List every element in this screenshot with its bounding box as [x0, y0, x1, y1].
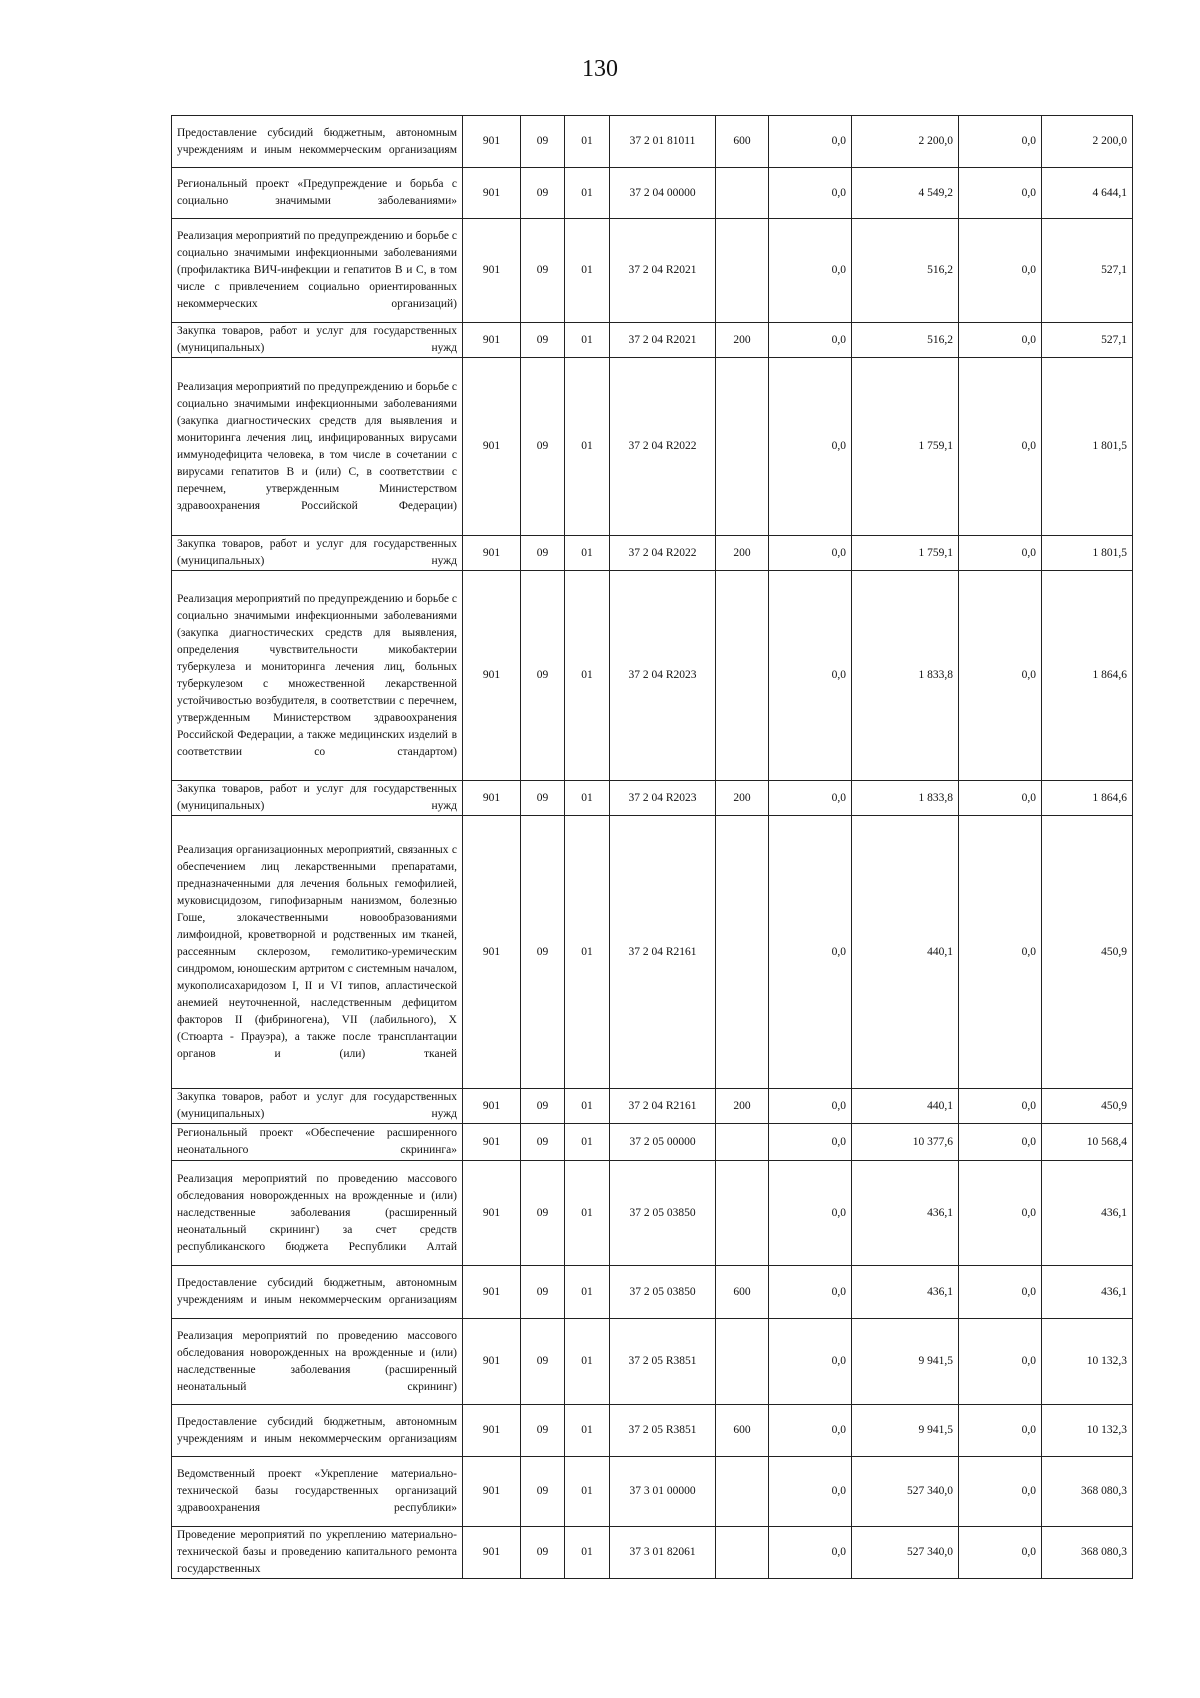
- cell-csr: 37 2 04 R2021: [610, 323, 716, 358]
- cell-csr: 37 2 05 00000: [610, 1124, 716, 1161]
- budget-table: [171, 115, 1133, 1579]
- cell-rz: 09: [521, 781, 565, 816]
- cell-value-4: 450,9: [1042, 1089, 1133, 1124]
- cell-value-4: 1 801,5: [1042, 358, 1133, 536]
- cell-ved: 901: [463, 571, 521, 781]
- cell-value-3: 0,0: [959, 1527, 1042, 1579]
- cell-csr: 37 2 01 81011: [610, 116, 716, 168]
- cell-pr: 01: [565, 219, 610, 323]
- cell-rz: 09: [521, 219, 565, 323]
- cell-name: Проведение мероприятий по укреплению материально-технической базы и проведению капитального ремонта государственных: [172, 1527, 463, 1579]
- cell-ved: 901: [463, 1266, 521, 1319]
- cell-csr: 37 2 05 03850: [610, 1266, 716, 1319]
- cell-ved: 901: [463, 323, 521, 358]
- table-row: [172, 1089, 1133, 1124]
- cell-vr: 200: [716, 536, 769, 571]
- table-row: [172, 1319, 1133, 1405]
- cell-value-1: 0,0: [769, 168, 852, 219]
- table-row: [172, 168, 1133, 219]
- cell-ved: 901: [463, 1089, 521, 1124]
- cell-csr: 37 2 04 R2022: [610, 358, 716, 536]
- cell-name: Закупка товаров, работ и услуг для государственных (муниципальных) нужд: [172, 323, 463, 358]
- cell-vr: 600: [716, 116, 769, 168]
- cell-pr: 01: [565, 571, 610, 781]
- cell-vr: 600: [716, 1405, 769, 1457]
- cell-pr: 01: [565, 1405, 610, 1457]
- cell-csr: 37 2 04 00000: [610, 168, 716, 219]
- cell-rz: 09: [521, 571, 565, 781]
- cell-value-4: 527,1: [1042, 323, 1133, 358]
- cell-vr: 200: [716, 323, 769, 358]
- page-number: 130: [582, 56, 618, 82]
- cell-value-4: 368 080,3: [1042, 1457, 1133, 1527]
- table-row: [172, 323, 1133, 358]
- cell-name: Предоставление субсидий бюджетным, автономным учреждениям и иным некоммерческим организациям: [172, 1405, 463, 1457]
- cell-value-2: 516,2: [852, 323, 959, 358]
- cell-value-3: 0,0: [959, 168, 1042, 219]
- cell-rz: 09: [521, 1457, 565, 1527]
- cell-rz: 09: [521, 1124, 565, 1161]
- cell-value-1: 0,0: [769, 536, 852, 571]
- cell-value-1: 0,0: [769, 358, 852, 536]
- cell-value-1: 0,0: [769, 816, 852, 1089]
- cell-value-2: 9 941,5: [852, 1319, 959, 1405]
- cell-rz: 09: [521, 1161, 565, 1266]
- cell-csr: 37 2 04 R2023: [610, 571, 716, 781]
- cell-value-2: 1 759,1: [852, 536, 959, 571]
- cell-value-2: 440,1: [852, 1089, 959, 1124]
- table-row: [172, 1457, 1133, 1527]
- cell-value-3: 0,0: [959, 1089, 1042, 1124]
- cell-pr: 01: [565, 1527, 610, 1579]
- cell-ved: 901: [463, 219, 521, 323]
- cell-value-2: 4 549,2: [852, 168, 959, 219]
- cell-csr: 37 3 01 82061: [610, 1527, 716, 1579]
- cell-name: Предоставление субсидий бюджетным, автономным учреждениям и иным некоммерческим организациям: [172, 1266, 463, 1319]
- cell-value-1: 0,0: [769, 116, 852, 168]
- cell-value-2: 9 941,5: [852, 1405, 959, 1457]
- cell-name: Закупка товаров, работ и услуг для государственных (муниципальных) нужд: [172, 536, 463, 571]
- cell-pr: 01: [565, 1089, 610, 1124]
- table-row: [172, 1124, 1133, 1161]
- cell-csr: 37 2 04 R2161: [610, 816, 716, 1089]
- cell-name: Реализация мероприятий по проведению массового обследования новорожденных на врожденные и (или) наследственные заболевания (расширенный неонатальный скрининг): [172, 1319, 463, 1405]
- cell-vr: [716, 1161, 769, 1266]
- cell-pr: 01: [565, 1124, 610, 1161]
- cell-value-4: 4 644,1: [1042, 168, 1133, 219]
- cell-csr: 37 2 04 R2023: [610, 781, 716, 816]
- cell-value-1: 0,0: [769, 1124, 852, 1161]
- cell-value-3: 0,0: [959, 536, 1042, 571]
- cell-value-3: 0,0: [959, 571, 1042, 781]
- cell-value-1: 0,0: [769, 1405, 852, 1457]
- cell-ved: 901: [463, 536, 521, 571]
- cell-name: Реализация организационных мероприятий, связанных с обеспечением лиц лекарственными препаратами, предназначенными для лечения больных гемофилией, муковисцидозом, гипофизарным нанизмом, болезнью Гоше, злокачественными новообразованиями лимфоидной, кроветворной и родственных им тканей, рассеянным склерозом, гемолитико-уремическим синдромом, юношеским артритом с системным началом, мукополисахаридозом I, II и VI типов, апластической анемией неуточненной, наследственным дефицитом факторов II (фибриногена), VII (лабильного), X (Стюарта - Прауэра), а также после трансплантации органов и (или) тканей: [172, 816, 463, 1089]
- cell-value-3: 0,0: [959, 1266, 1042, 1319]
- cell-value-1: 0,0: [769, 1266, 852, 1319]
- cell-value-3: 0,0: [959, 1124, 1042, 1161]
- table-row: [172, 116, 1133, 168]
- cell-value-4: 10 132,3: [1042, 1405, 1133, 1457]
- cell-pr: 01: [565, 168, 610, 219]
- cell-value-1: 0,0: [769, 571, 852, 781]
- table-row: [172, 571, 1133, 781]
- cell-csr: 37 2 05 03850: [610, 1161, 716, 1266]
- cell-vr: [716, 1527, 769, 1579]
- cell-value-4: 368 080,3: [1042, 1527, 1133, 1579]
- cell-value-1: 0,0: [769, 1319, 852, 1405]
- cell-rz: 09: [521, 1319, 565, 1405]
- cell-ved: 901: [463, 1319, 521, 1405]
- cell-rz: 09: [521, 816, 565, 1089]
- cell-value-3: 0,0: [959, 358, 1042, 536]
- cell-value-2: 516,2: [852, 219, 959, 323]
- cell-rz: 09: [521, 1405, 565, 1457]
- cell-rz: 09: [521, 536, 565, 571]
- table-body: [172, 116, 1133, 1579]
- cell-vr: [716, 1319, 769, 1405]
- cell-value-4: 1 864,6: [1042, 781, 1133, 816]
- cell-value-2: 1 833,8: [852, 781, 959, 816]
- cell-vr: [716, 1457, 769, 1527]
- cell-value-4: 1 801,5: [1042, 536, 1133, 571]
- cell-value-3: 0,0: [959, 116, 1042, 168]
- cell-csr: 37 2 05 R3851: [610, 1405, 716, 1457]
- cell-value-4: 436,1: [1042, 1161, 1133, 1266]
- cell-value-4: 10 568,4: [1042, 1124, 1133, 1161]
- cell-value-3: 0,0: [959, 816, 1042, 1089]
- cell-value-4: 450,9: [1042, 816, 1133, 1089]
- table-row: [172, 536, 1133, 571]
- cell-rz: 09: [521, 1266, 565, 1319]
- cell-ved: 901: [463, 116, 521, 168]
- cell-value-1: 0,0: [769, 219, 852, 323]
- cell-ved: 901: [463, 816, 521, 1089]
- cell-csr: 37 2 04 R2022: [610, 536, 716, 571]
- cell-vr: [716, 168, 769, 219]
- cell-name: Ведомственный проект «Укрепление материально-технической базы государственных организаций здравоохранения республики»: [172, 1457, 463, 1527]
- cell-vr: 200: [716, 781, 769, 816]
- cell-rz: 09: [521, 168, 565, 219]
- table-row: [172, 1161, 1133, 1266]
- cell-rz: 09: [521, 1089, 565, 1124]
- cell-rz: 09: [521, 358, 565, 536]
- cell-name: Предоставление субсидий бюджетным, автономным учреждениям и иным некоммерческим организациям: [172, 116, 463, 168]
- cell-value-2: 436,1: [852, 1161, 959, 1266]
- cell-value-2: 440,1: [852, 816, 959, 1089]
- cell-vr: [716, 816, 769, 1089]
- cell-value-4: 527,1: [1042, 219, 1133, 323]
- cell-value-3: 0,0: [959, 323, 1042, 358]
- cell-value-2: 527 340,0: [852, 1457, 959, 1527]
- cell-rz: 09: [521, 1527, 565, 1579]
- cell-csr: 37 3 01 00000: [610, 1457, 716, 1527]
- cell-value-4: 1 864,6: [1042, 571, 1133, 781]
- cell-ved: 901: [463, 1405, 521, 1457]
- cell-rz: 09: [521, 323, 565, 358]
- cell-value-3: 0,0: [959, 1457, 1042, 1527]
- cell-pr: 01: [565, 536, 610, 571]
- cell-ved: 901: [463, 168, 521, 219]
- cell-value-4: 10 132,3: [1042, 1319, 1133, 1405]
- cell-csr: 37 2 04 R2161: [610, 1089, 716, 1124]
- cell-csr: 37 2 04 R2021: [610, 219, 716, 323]
- cell-value-2: 436,1: [852, 1266, 959, 1319]
- table-row: [172, 1405, 1133, 1457]
- cell-name: Региональный проект «Обеспечение расширенного неонатального скрининга»: [172, 1124, 463, 1161]
- cell-value-2: 1 759,1: [852, 358, 959, 536]
- cell-rz: 09: [521, 116, 565, 168]
- cell-value-1: 0,0: [769, 1161, 852, 1266]
- cell-pr: 01: [565, 116, 610, 168]
- cell-value-3: 0,0: [959, 219, 1042, 323]
- cell-name: Реализация мероприятий по предупреждению и борьбе с социально значимыми инфекционными заболеваниями (закупка диагностических средств для выявления и мониторинга лечения лиц, инфицированных вирусами иммунодефицита человека, в том числе в сочетании с вирусами гепатитов В и (или) С, в соответствии с перечнем, утвержденным Министерством здравоохранения Российской Федерации): [172, 358, 463, 536]
- cell-pr: 01: [565, 816, 610, 1089]
- cell-value-3: 0,0: [959, 1405, 1042, 1457]
- cell-ved: 901: [463, 1124, 521, 1161]
- cell-value-1: 0,0: [769, 1089, 852, 1124]
- cell-csr: 37 2 05 R3851: [610, 1319, 716, 1405]
- cell-value-1: 0,0: [769, 1457, 852, 1527]
- cell-value-1: 0,0: [769, 323, 852, 358]
- cell-name: Региональный проект «Предупреждение и борьба с социально значимыми заболеваниями»: [172, 168, 463, 219]
- cell-vr: [716, 219, 769, 323]
- cell-value-3: 0,0: [959, 1319, 1042, 1405]
- cell-name: Закупка товаров, работ и услуг для государственных (муниципальных) нужд: [172, 781, 463, 816]
- cell-ved: 901: [463, 1527, 521, 1579]
- cell-pr: 01: [565, 1319, 610, 1405]
- cell-name: Закупка товаров, работ и услуг для государственных (муниципальных) нужд: [172, 1089, 463, 1124]
- cell-vr: 200: [716, 1089, 769, 1124]
- cell-value-2: 2 200,0: [852, 116, 959, 168]
- cell-ved: 901: [463, 1457, 521, 1527]
- table-row: [172, 1527, 1133, 1579]
- cell-vr: [716, 1124, 769, 1161]
- cell-pr: 01: [565, 781, 610, 816]
- cell-name: Реализация мероприятий по проведению массового обследования новорожденных на врожденные и (или) наследственные заболевания (расширенный неонатальный скрининг) за счет средств республиканского бюджета Республики Алтай: [172, 1161, 463, 1266]
- cell-vr: [716, 571, 769, 781]
- table-row: [172, 358, 1133, 536]
- cell-pr: 01: [565, 1266, 610, 1319]
- cell-value-2: 10 377,6: [852, 1124, 959, 1161]
- cell-value-2: 1 833,8: [852, 571, 959, 781]
- cell-value-4: 2 200,0: [1042, 116, 1133, 168]
- cell-value-4: 436,1: [1042, 1266, 1133, 1319]
- cell-ved: 901: [463, 781, 521, 816]
- cell-name: Реализация мероприятий по предупреждению и борьбе с социально значимыми инфекционными заболеваниями (закупка диагностических средств для выявления, определения чувствительности микобактерии туберкулеза и мониторинга лечения лиц, больных туберкулезом с множественной лекарственной устойчивостью возбудителя, в соответствии с перечнем, утвержденным Министерством здравоохранения Российской Федерации, а также медицинских изделий в соответствии со стандартом): [172, 571, 463, 781]
- cell-vr: [716, 358, 769, 536]
- cell-pr: 01: [565, 323, 610, 358]
- table-row: [172, 781, 1133, 816]
- cell-value-1: 0,0: [769, 781, 852, 816]
- cell-pr: 01: [565, 358, 610, 536]
- cell-vr: 600: [716, 1266, 769, 1319]
- cell-ved: 901: [463, 1161, 521, 1266]
- table-row: [172, 219, 1133, 323]
- cell-value-3: 0,0: [959, 781, 1042, 816]
- cell-value-1: 0,0: [769, 1527, 852, 1579]
- cell-ved: 901: [463, 358, 521, 536]
- cell-value-3: 0,0: [959, 1161, 1042, 1266]
- cell-value-2: 527 340,0: [852, 1527, 959, 1579]
- table-row: [172, 1266, 1133, 1319]
- table-row: [172, 816, 1133, 1089]
- cell-pr: 01: [565, 1457, 610, 1527]
- cell-name: Реализация мероприятий по предупреждению и борьбе с социально значимыми инфекционными заболеваниями (профилактика ВИЧ-инфекции и гепатитов В и С, в том числе с привлечением социально ориентированных некоммерческих организаций): [172, 219, 463, 323]
- cell-pr: 01: [565, 1161, 610, 1266]
